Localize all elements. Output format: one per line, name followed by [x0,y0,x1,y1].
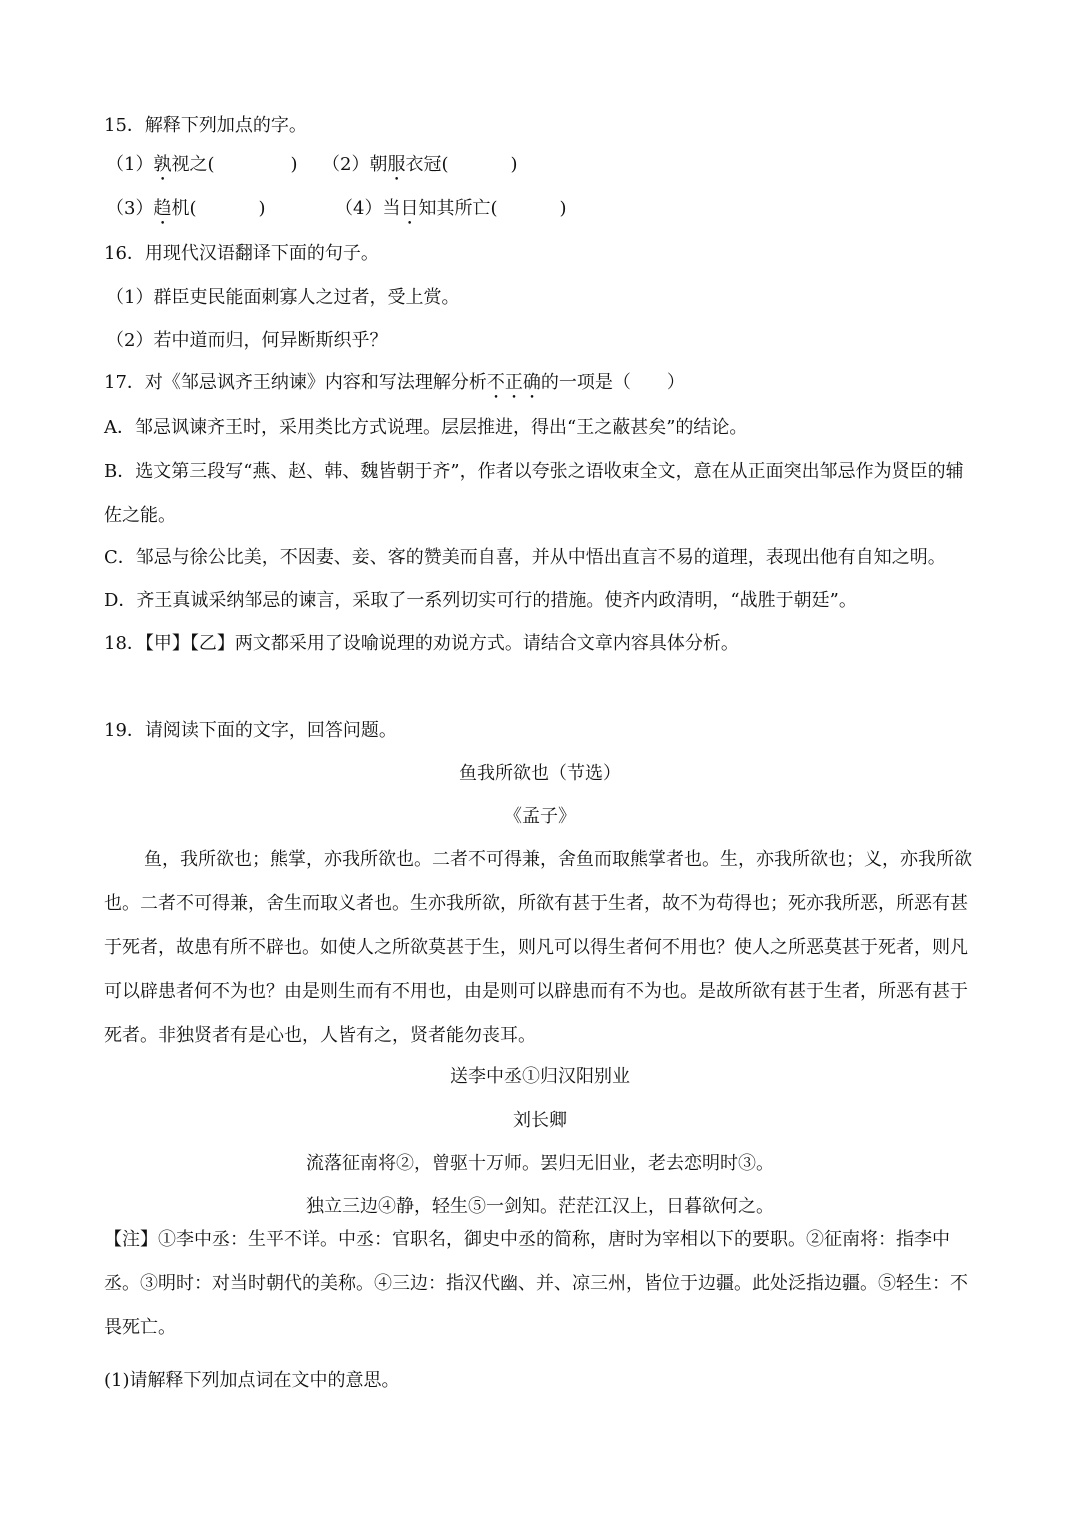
poem-line-1: 流落征南将②，曾驱十万师。罢归无旧业，老去恋明时③。 [306,1153,774,1174]
q15-item-2-dot: 服 [387,154,406,175]
q15-item-2-close: ) [510,154,518,175]
q15-item-3-post: 机( [171,198,197,219]
q17-title-post: 的一项是（ ） [540,372,685,393]
q15-item-4-num: （4） [335,198,383,219]
passage1-title: 鱼我所欲也（节选） [459,763,621,784]
q17-title-pre: 17．对《邹忌讽齐王纳谏》内容和写法理解分析 [104,372,487,393]
poem-line-2: 独立三边④静，轻生⑤一剑知。茫茫江汉上，日暮欲何之。 [306,1196,774,1217]
q15-item-2 [322,154,518,185]
q17-option-c[interactable]: C．邹忌与徐公比美，不因妻、妾、客的赞美而自喜，并从中悟出直言不易的道理，表现出他有自知之明。 [104,547,946,568]
q15-item-4-close: ) [559,198,567,219]
q17-title [104,372,685,403]
q15-item-3 [106,198,266,229]
q15-item-1-post: 视之( [171,154,215,175]
poem-author: 刘长卿 [513,1110,567,1131]
q17-option-a[interactable]: A．邹忌讽谏齐王时，采用类比方式说理。层层推进，得出“王之蔽甚矣”的结论。 [104,417,748,438]
passage1-body: 鱼，我所欲也；熊掌，亦我所欲也。二者不可得兼，舍鱼而取熊掌者也。生，亦我所欲也；义，亦我所欲也。二者不可得兼，舍生而取义者也。生亦我所欲，所欲有甚于生者，故不为苟得也；死亦我所恶，所恶有甚于死者，故患有所不辟也。如使人之所欲莫甚于生，则凡可以得生者何不用也？使人之所恶莫甚于死者，则凡可以辟患者何不为也？由是则生而有不用也，由是则可以辟患而有不为也。是故所欲有甚于生者，所恶有甚于死者。非独贤者有是心也，人皆有之，贤者能勿丧耳。 [104,849,972,1046]
q16-title: 16．用现代汉语翻译下面的句子。 [104,243,379,264]
q15-item-2-num: （2） [322,154,370,175]
q15-item-2-pre: 朝 [369,154,388,175]
q15-item-3-dot: 趋 [153,198,172,219]
q15-item-1-close: ) [290,154,298,175]
q15-item-4 [335,198,567,229]
poem-note: 【注】①李中丞：生平不详。中丞：官职名，御史中丞的简称，唐时为宰相以下的要职。②征南将：指李中丞。③明时：对当时朝代的美称。④三边：指汉代幽、并、凉三州，皆位于边疆。此处泛指边疆。⑤轻生：不畏死亡。 [104,1229,968,1338]
poem-title: 送李中丞①归汉阳别业 [450,1066,630,1087]
q15-title: 15．解释下列加点的字。 [104,115,307,136]
q18-text: 18．【甲】【乙】两文都采用了设喻说理的劝说方式。请结合文章内容具体分析。 [104,633,739,654]
q16-sentence-2: （2）若中道而归，何异断斯织乎？ [106,330,388,351]
q17-option-d[interactable]: D．齐王真诚采纳邹忌的谏言，采取了一系列切实可行的措施。使齐内政清明，“战胜于朝廷”。 [104,590,857,611]
q15-item-3-close: ) [258,198,266,219]
q15-item-1-dot: 孰 [153,154,172,175]
q17-option-b[interactable]: B．选文第三段写“燕、赵、韩、魏皆朝于齐”，作者以夸张之语收束全文，意在从正面突出邹忌作为贤臣的辅佐之能。 [104,461,964,526]
q19-sub-1: (1)请解释下列加点词在文中的意思。 [104,1370,400,1391]
q15-item-4-post: 知其所亡( [418,198,498,219]
q16-sentence-1: （1）群臣吏民能面刺寡人之过者，受上赏。 [106,287,460,308]
q15-item-1 [106,154,298,185]
q15-item-4-dot: 日 [400,198,419,219]
q19-title: 19．请阅读下面的文字，回答问题。 [104,720,397,741]
q17-title-emphasis: 不正确 [486,372,541,393]
q15-item-1-num: （1） [106,154,154,175]
q15-item-2-post: 衣冠( [405,154,449,175]
passage1-author: 《孟子》 [504,806,576,827]
q15-item-3-num: （3） [106,198,154,219]
q15-item-4-pre: 当 [382,198,401,219]
